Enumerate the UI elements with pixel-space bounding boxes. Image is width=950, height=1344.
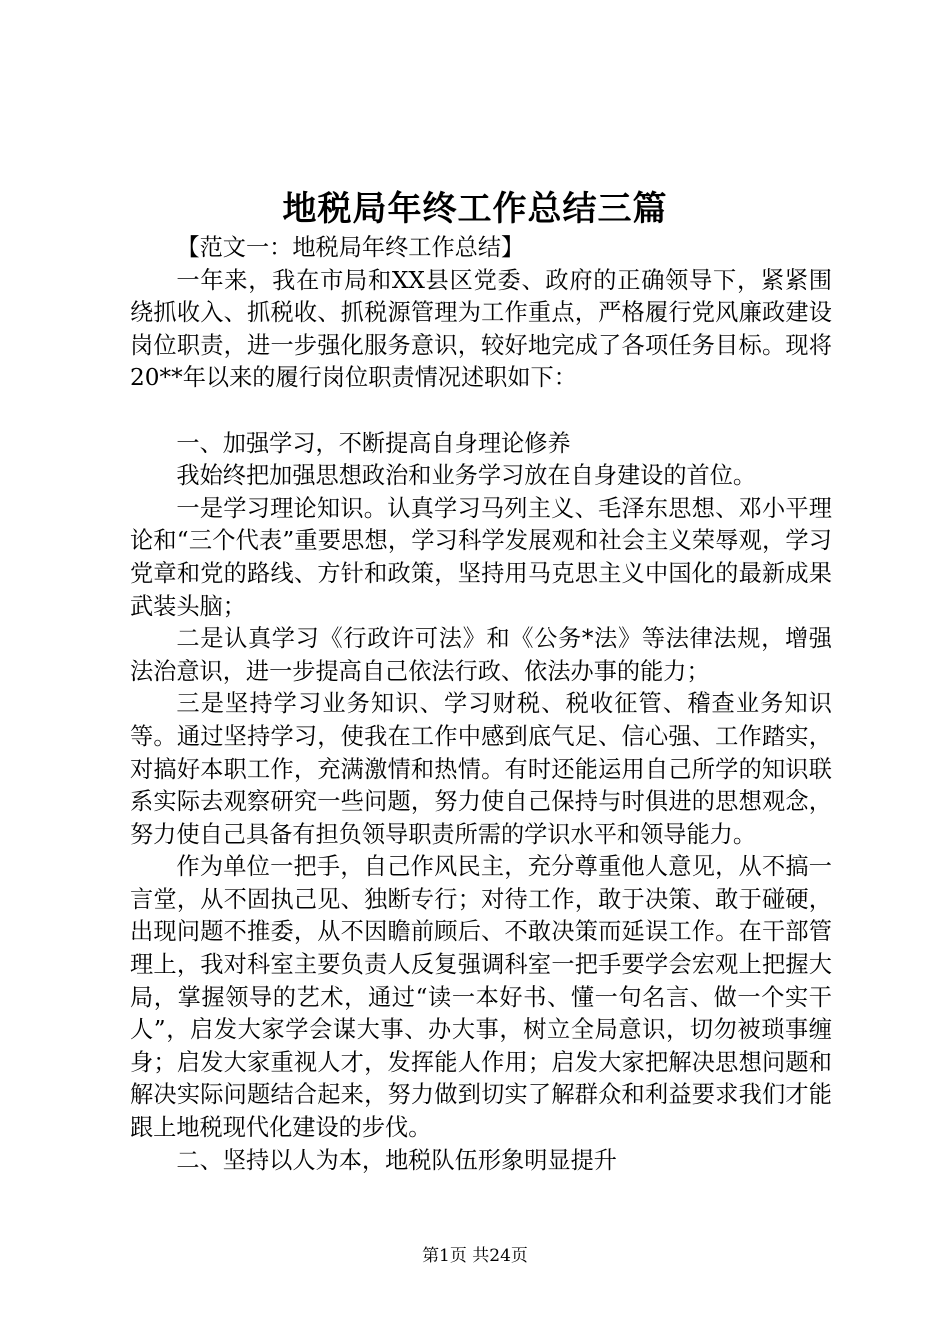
paragraph-intro: 一年来，我在市局和XX县区党委、政府的正确领导下，紧紧围绕抓收入、抓税收、抓税源管理为工作重点，严格履行党风廉政建设岗位职责，进一步强化服务意识，较好地完成了各项任务目标。现将20**年以来的履行岗位职责情况述职如下： <box>130 266 832 392</box>
page-number-footer: 第1页 共24页 <box>422 1246 528 1266</box>
paragraph-study-priority: 我始终把加强思想政治和业务学习放在自身建设的首位。 <box>176 462 757 490</box>
paragraph-business-knowledge: 三是坚持学习业务知识、学习财税、税收征管、稽查业务知识等。通过坚持学习，使我在工作中感到底气足、信心强、工作踏实，对搞好本职工作，充满激情和热情。有时还能运用自己所学的知识联系实际去观察研究一些问题，努力使自己保持与时俱进的思想观念，努力使自己具备有担负领导职责所需的学识水平和领导能力。 <box>130 690 832 848</box>
section-heading-study: 一、加强学习，不断提高自身理论修养 <box>176 429 571 457</box>
paragraph-leadership: 作为单位一把手，自己作风民主，充分尊重他人意见，从不搞一言堂，从不固执己见、独断专行；对待工作，敢于决策、敢于碰硬，出现问题不推委，从不因瞻前顾后、不敢决策而延误工作。在干部管理上，我对科室主要负责人反复强调科室一把手要学会宏观上把握大局，掌握领导的艺术，通过“读一本好书、懂一句名言、做一个实干人”，启发大家学会谋大事、办大事，树立全局意识，切勿被琐事缠身；启发大家重视人才，发挥能人作用；启发大家把解决思想问题和解决实际问题结合起来，努力做到切实了解群众和利益要求我们才能跟上地税现代化建设的步伐。 <box>130 853 832 1142</box>
document-body <box>130 232 832 1177</box>
document-title: 地税局年终工作总结三篇 <box>282 189 668 229</box>
paragraph-law: 二是认真学习《行政许可法》和《公务*法》等法律法规，增强法治意识，进一步提高自己依法行政、依法办事的能力； <box>130 625 832 685</box>
section-heading-people: 二、坚持以人为本，地税队伍形象明显提升 <box>176 1146 617 1174</box>
paragraph-theory: 一是学习理论知识。认真学习马列主义、毛泽东思想、邓小平理论和“三个代表”重要思想，学习科学发展观和社会主义荣辱观，学习党章和党的路线、方针和政策，坚持用马克思主义中国化的最新成果武装头脑； <box>130 494 832 620</box>
section-heading-sample-one: 【范文一：地税局年终工作总结】 <box>176 234 525 261</box>
